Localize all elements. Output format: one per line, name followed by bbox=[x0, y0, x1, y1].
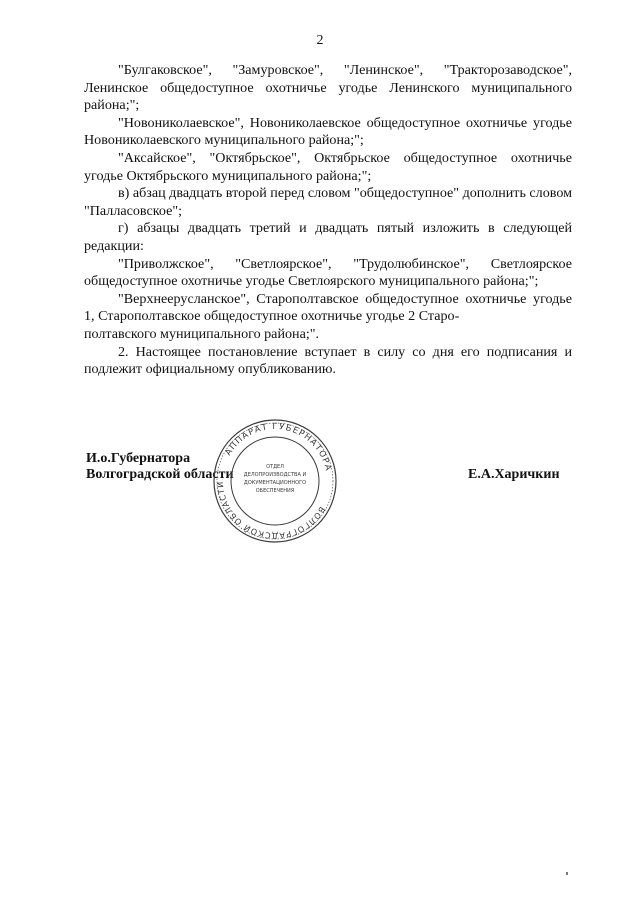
paragraph: "Новониколаевское", Новониколаевское общедоступное охотничье угодье Новониколаевского муниципального района;"; bbox=[84, 114, 572, 149]
paragraph: в) абзац двадцать второй перед словом "общедоступное" дополнить словом "Палласовское"; bbox=[84, 185, 573, 219]
svg-text:ОБЕСПЕЧЕНИЯ: ОБЕСПЕЧЕНИЯ bbox=[255, 488, 295, 494]
paragraph: "Приволжское", "Светлоярское", "Трудолюбинское", Светлоярское общедоступное охотничье угодье Светлоярского муниципального района;"; bbox=[84, 255, 572, 290]
svg-text:ВОЛГОГРАДСКОЙ ОБЛАСТИ: ВОЛГОГРАДСКОЙ ОБЛАСТИ bbox=[215, 480, 327, 541]
official-seal-stamp bbox=[212, 418, 338, 544]
paragraph: "Верхнеерусланское", Старополтавское общедоступное охотничье угодье 1, Старополтавское общедоступное охотничье угодье 2 Старо- полтавского муниципального района;". bbox=[84, 290, 572, 342]
paragraph: "Булгаковское", "Замуровское", "Ленинское", "Тракторозаводское", Ленинское общедоступное охотничье угодье Ленинского муниципального района;"; bbox=[84, 62, 572, 114]
svg-text:ДЕЛОПРОИЗВОДСТВА И: ДЕЛОПРОИЗВОДСТВА И bbox=[243, 472, 307, 478]
paragraph: "Аксайское", "Октябрьское", Октябрьское общедоступное охотничье угодье Октябрьского муниципального района;"; bbox=[84, 149, 572, 184]
page-number: 2 bbox=[316, 33, 324, 48]
signatory-position-line2: Волгоградской области bbox=[86, 467, 234, 482]
svg-text:АППАРАТ ГУБЕРНАТОРА: АППАРАТ ГУБЕРНАТОРА bbox=[223, 421, 334, 473]
signatory-name: Е.А.Харичкин bbox=[468, 467, 560, 482]
document-body bbox=[84, 62, 572, 379]
paragraph: 2. Настоящее постановление вступает в силу со дня его подписания и подлежит официальному опубликованию. bbox=[84, 343, 572, 378]
signatory-position-line1: И.о.Губернатора bbox=[86, 451, 191, 466]
scan-speck bbox=[566, 872, 568, 875]
svg-text:ДОКУМЕНТАЦИОННОГО: ДОКУМЕНТАЦИОННОГО bbox=[243, 480, 307, 486]
paragraph: г) абзацы двадцать третий и двадцать пятый изложить в следующей редакции: bbox=[84, 220, 572, 254]
svg-text:ОТДЕЛ: ОТДЕЛ bbox=[266, 464, 284, 470]
